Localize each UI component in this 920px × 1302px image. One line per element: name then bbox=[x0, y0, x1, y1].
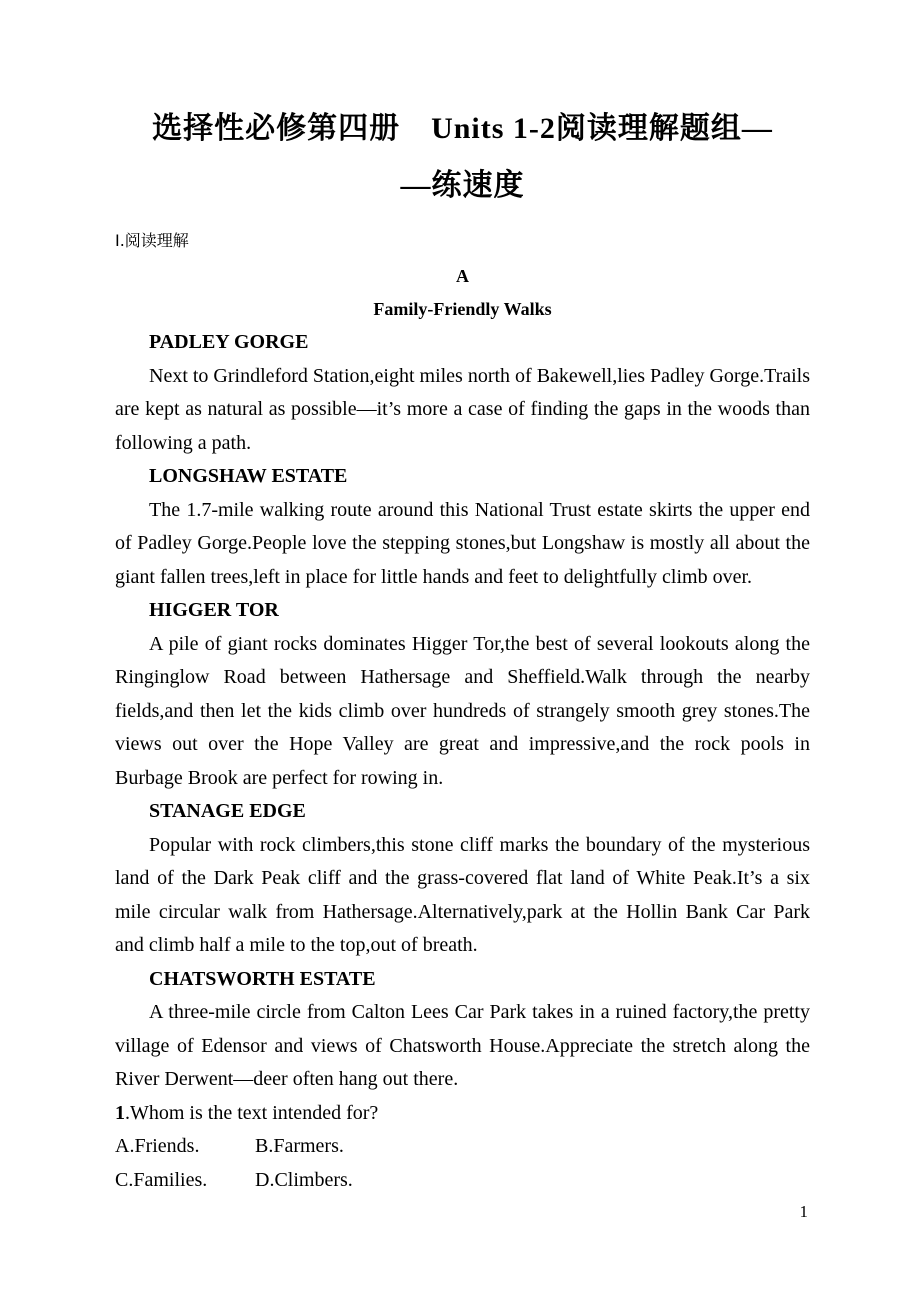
walk-body: The 1.7-mile walking route around this National Trust estate skirts the upper end of Padley Gorge.People love the stepping stones,but Longshaw is mostly all about the giant fallen trees,left in place for little hands and feet to delightfully climb over. bbox=[115, 498, 810, 588]
walk-section-stanage-edge bbox=[115, 795, 810, 963]
section-label: Ⅰ.阅读理解 bbox=[115, 231, 189, 250]
doc-title bbox=[115, 100, 810, 214]
walk-heading: STANAGE EDGE bbox=[149, 800, 306, 822]
question-number: 1 bbox=[115, 1101, 125, 1124]
page-number: 1 bbox=[799, 1202, 808, 1221]
walk-section-chatsworth-estate bbox=[115, 963, 810, 1097]
walk-body: A pile of giant rocks dominates Higger Tor,the best of several lookouts along the Ringinglow Road between Hathersage and Sheffield.Walk through the nearby fields,and then let the kids climb over hundreds of strangely smooth grey stones.The views out over the Hope Valley are great and impressive,and the rock pools in Burbage Brook are perfect for rowing in. bbox=[115, 632, 810, 789]
walk-body: Popular with rock climbers,this stone cliff marks the boundary of the mysterious land of the Dark Peak cliff and the grass-covered flat land of White Peak.It’s a six mile circular walk from Hathersage.Alternatively,park at the Hollin Bank Car Park and climb half a mile to the top,out of breath. bbox=[115, 833, 810, 956]
walk-heading: CHATSWORTH ESTATE bbox=[149, 967, 376, 990]
option-b: B.Farmers. bbox=[255, 1135, 344, 1157]
passage-letter: A bbox=[456, 266, 469, 286]
walk-section-longshaw-estate bbox=[115, 460, 810, 594]
option-c: C.Families. bbox=[115, 1168, 208, 1191]
walk-section-padley-gorge bbox=[115, 326, 810, 460]
walk-body: A three-mile circle from Calton Lees Car Park takes in a ruined factory,the pretty village of Edensor and views of Chatsworth House.Appreciate the stretch along the River Derwent—deer often hang out there. bbox=[115, 1001, 810, 1090]
walk-heading: HIGGER TOR bbox=[149, 599, 279, 621]
doc-title-line-1: 选择性必修第四册 Units 1-2阅读理解题组— bbox=[152, 112, 773, 145]
option-d: D.Climbers. bbox=[255, 1168, 353, 1191]
passage-body bbox=[115, 326, 810, 1097]
walk-heading: LONGSHAW ESTATE bbox=[149, 465, 348, 487]
option-a: A.Friends. bbox=[115, 1135, 200, 1157]
walk-section-higger-tor bbox=[115, 594, 810, 795]
options-row-1 bbox=[115, 1130, 810, 1164]
question-line bbox=[115, 1097, 810, 1131]
question-text: .Whom is the text intended for? bbox=[125, 1101, 379, 1124]
passage-title: Family-Friendly Walks bbox=[373, 299, 552, 319]
walk-heading: PADLEY GORGE bbox=[149, 331, 309, 353]
walk-body: Next to Grindleford Station,eight miles north of Bakewell,lies Padley Gorge.Trails are kept as natural as possible—it’s more a case of finding the gaps in the woods than following a path. bbox=[115, 364, 811, 454]
doc-title-line-2: —练速度 bbox=[400, 169, 525, 202]
options-row-2 bbox=[115, 1164, 810, 1198]
